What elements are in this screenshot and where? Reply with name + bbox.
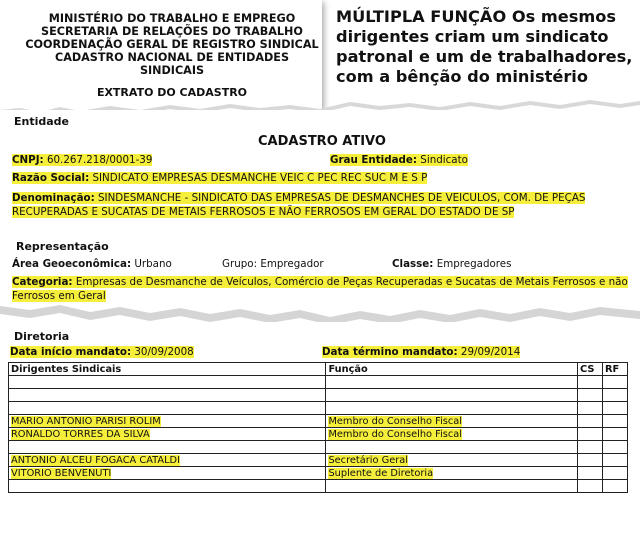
- table-header-row: [9, 363, 628, 376]
- denominacao-label: Denominação:: [12, 192, 95, 204]
- funcao-cell: [326, 428, 578, 441]
- funcao-cell-text: Membro do Conselho Fiscal: [328, 428, 463, 440]
- termino-label: Data término mandato:: [322, 346, 458, 358]
- dirigente-name-cell: [9, 428, 326, 441]
- funcao-cell: [326, 415, 578, 428]
- dirigente-name-cell-text: VITORIO BENVENUTI: [11, 467, 112, 479]
- razao-value: SINDICATO EMPRESAS DESMANCHE VEIC C PEC REC SUC M E S P: [92, 172, 428, 184]
- funcao-cell: [326, 441, 578, 454]
- dirigente-name-cell: [9, 441, 326, 454]
- ministry-header-lines: [22, 12, 322, 77]
- headline: [336, 7, 636, 87]
- funcao-cell: [326, 480, 578, 493]
- grupo-row: [222, 258, 324, 270]
- rf-cell: [602, 389, 627, 402]
- cs-cell: [578, 454, 603, 467]
- header-line: COORDENAÇÃO GERAL DE REGISTRO SINDICAL: [25, 38, 319, 51]
- grupo-label: Grupo:: [222, 258, 258, 270]
- funcao-cell: [326, 402, 578, 415]
- dirigente-name-cell: [9, 467, 326, 480]
- area-row: [12, 258, 172, 270]
- entidade-section: [0, 110, 640, 315]
- dirigente-name-cell: [9, 376, 326, 389]
- rf-cell: [602, 454, 627, 467]
- diretoria-title: Diretoria: [14, 330, 70, 343]
- funcao-cell-text: Membro do Conselho Fiscal: [328, 415, 463, 427]
- header-line: SECRETARIA DE RELAÇÕES DO TRABALHO: [41, 25, 303, 38]
- cs-cell: [578, 467, 603, 480]
- rf-cell: [602, 480, 627, 493]
- area-label: Área Geoeconômica:: [12, 258, 132, 270]
- categoria-row-1: [12, 276, 628, 288]
- dirigente-name-cell: [9, 454, 326, 467]
- table-row: [9, 454, 628, 467]
- categoria-value-1: Empresas de Desmanche de Veículos, Comércio de Peças Recuperadas e Sucatas de Metais Ferrosos e não: [75, 276, 628, 288]
- inicio-mandato: [10, 346, 194, 358]
- dirigentes-table: [8, 362, 628, 493]
- dirigente-name-cell: [9, 389, 326, 402]
- funcao-cell: [326, 376, 578, 389]
- inicio-value: 30/09/2008: [134, 346, 194, 358]
- denominacao-row-2: RECUPERADAS E SUCATAS DE METAIS FERROSOS E NÃO FERROSOS EM GERAL DO ESTADO DE SP: [12, 206, 515, 218]
- cadastro-status: CADASTRO ATIVO: [258, 134, 386, 149]
- razao-label: Razão Social:: [12, 172, 90, 184]
- cs-cell: [578, 415, 603, 428]
- header-line: MINISTÉRIO DO TRABALHO E EMPREGO: [48, 12, 296, 25]
- dirigente-name-cell-text: RONALDO TORRES DA SILVA: [11, 428, 150, 440]
- rf-cell: [602, 467, 627, 480]
- rf-cell: [602, 415, 627, 428]
- col-funcao: Função: [326, 363, 578, 376]
- categoria-row-2: Ferrosos em Geral: [12, 290, 106, 302]
- inicio-label: Data início mandato:: [10, 346, 132, 358]
- denominacao-value-1: SINDESMANCHE - SINDICATO DAS EMPRESAS DE DESMANCHES DE VEICULOS, COM. DE PEÇAS: [98, 192, 586, 204]
- cs-cell: [578, 480, 603, 493]
- col-rf: RF: [602, 363, 627, 376]
- grau-label: Grau Entidade:: [330, 154, 418, 166]
- cs-cell: [578, 389, 603, 402]
- entidade-title: Entidade: [14, 115, 70, 128]
- table-row: [9, 467, 628, 480]
- rf-cell: [602, 376, 627, 389]
- dirigente-name-cell: [9, 415, 326, 428]
- diretoria-section: [0, 322, 640, 533]
- rf-cell: [602, 441, 627, 454]
- dirigente-name-cell-text: MARIO ANTONIO PARISI ROLIM: [11, 415, 161, 427]
- categoria-label: Categoria:: [12, 276, 73, 288]
- funcao-cell-text: Suplente de Diretoria: [328, 467, 434, 479]
- extrato-title: EXTRATO DO CADASTRO: [96, 86, 248, 99]
- dirigentes-body: [9, 376, 628, 493]
- col-dirigentes: Dirigentes Sindicais: [9, 363, 326, 376]
- dirigente-name-cell-text: ANTONIO ALCEU FOGACA CATALDI: [11, 454, 180, 466]
- rf-cell: [602, 402, 627, 415]
- cs-cell: [578, 402, 603, 415]
- table-row: [9, 402, 628, 415]
- table-row: [9, 441, 628, 454]
- dirigente-name-cell: [9, 480, 326, 493]
- classe-label: Classe:: [392, 258, 434, 270]
- rf-cell: [602, 428, 627, 441]
- cnpj-label: CNPJ:: [12, 154, 44, 166]
- funcao-cell: [326, 467, 578, 480]
- table-row: [9, 480, 628, 493]
- dirigente-name-cell: [9, 402, 326, 415]
- cnpj-value: 60.267.218/0001-39: [46, 154, 153, 166]
- grupo-value: Empregador: [260, 258, 324, 270]
- cnpj-row: [12, 154, 152, 166]
- representacao-title: Representação: [16, 240, 109, 253]
- denominacao-row-1: [12, 192, 585, 204]
- col-cs: CS: [578, 363, 603, 376]
- razao-row: [12, 172, 427, 184]
- funcao-cell: [326, 389, 578, 402]
- grau-value: Sindicato: [420, 154, 468, 166]
- classe-value: Empregadores: [436, 258, 512, 270]
- funcao-cell-text: Secretário Geral: [328, 454, 408, 466]
- classe-row: [392, 258, 512, 270]
- table-row: [9, 376, 628, 389]
- cs-cell: [578, 441, 603, 454]
- ministry-header-card: [0, 0, 322, 110]
- headline-kicker: MÚLTIPLA FUNÇÃO: [336, 7, 507, 26]
- termino-mandato: [322, 346, 520, 358]
- table-row: [9, 389, 628, 402]
- table-row: [9, 415, 628, 428]
- cs-cell: [578, 428, 603, 441]
- headline-text: Os mesmos dirigentes criam um sindicato patronal e um de trabalhadores, com a bênção do ministério: [336, 7, 633, 86]
- header-line: CADASTRO NACIONAL DE ENTIDADES SINDICAIS: [54, 51, 290, 77]
- cs-cell: [578, 376, 603, 389]
- area-value: Urbano: [134, 258, 172, 270]
- funcao-cell: [326, 454, 578, 467]
- grau-row: [330, 154, 468, 166]
- table-row: [9, 428, 628, 441]
- termino-value: 29/09/2014: [460, 346, 521, 358]
